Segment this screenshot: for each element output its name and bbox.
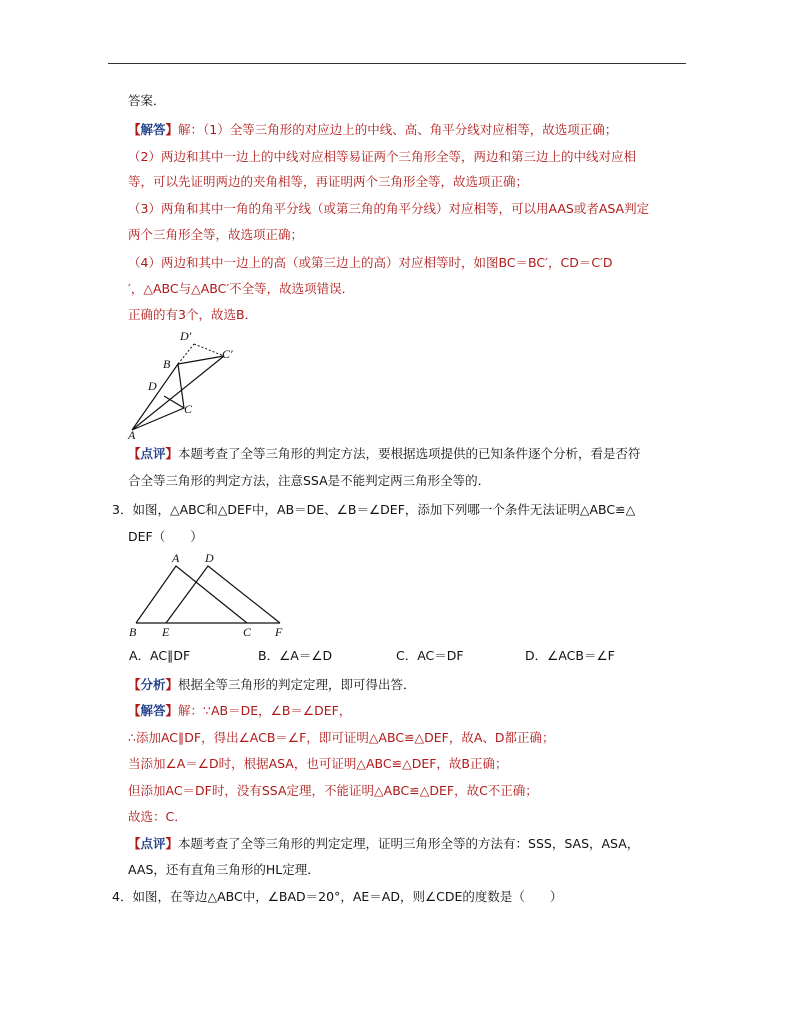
q2-line-2: （2）两边和其中一边上的中线对应相等易证两个三角形全等，两边和第三边上的中线对应相 [128, 149, 636, 164]
triangle-DEF [166, 566, 280, 623]
q2-line-4: （3）两角和其中一角的角平分线（或第三角的角平分线）对应相等，可以用AAS或者ASA判定 [128, 201, 650, 216]
answer-label: 答案． [128, 93, 166, 108]
label-C: C [243, 625, 252, 639]
q4-stem: 4．如图，在等边△ABC中，∠BAD＝20°，AE＝AD，则∠CDE的度数是（ ） [112, 889, 563, 904]
label-A: A [128, 428, 136, 442]
label-D: D [205, 551, 214, 565]
label-A: A [172, 551, 180, 565]
q2-line-7: ′，△ABC与△ABC′不全等，故选项错误． [128, 281, 355, 296]
dianping-tag: 【点评】 [128, 836, 179, 851]
label-B: B [129, 625, 137, 639]
q3-line-2: ∴添加AC∥DF，得出∠ACB＝∠F，即可证明△ABC≌△DEF，故A、D都正确； [128, 730, 555, 745]
q2-dianping-line-1: 【点评】本题考查了全等三角形的判定方法，要根据选项提供的已知条件逐个分析，看是否符 [128, 446, 641, 461]
label-C: C [184, 402, 193, 416]
q3-line-5: 故选：C． [128, 809, 187, 824]
q3-dianping-line-1: 【点评】本题考查了全等三角形的判定定理，证明三角形全等的方法有：SSS，SAS，ASA， [128, 836, 640, 851]
q3-dianping-line-2: AAS，还有直角三角形的HL定理． [128, 862, 320, 877]
triangle-ABC [136, 566, 247, 623]
label-Cprime: C′ [222, 347, 233, 361]
q3-stem-line-2: DEF（ ） [128, 529, 203, 544]
dashed-B-Dprime [178, 344, 194, 364]
q3-stem-line-1: 3．如图，△ABC和△DEF中，AB＝DE、∠B＝∠DEF，添加下列哪一个条件无法证明△ABC≌△ [112, 502, 636, 517]
fenxi-tag: 【分析】 [128, 677, 179, 692]
label-Dprime: D′ [180, 329, 192, 343]
dashed-Dprime-Cprime [194, 344, 224, 356]
label-B: B [163, 357, 171, 371]
segment-A-B-C [132, 364, 184, 430]
header-rule [108, 63, 686, 64]
q3-jieda-line-1: 【解答】解：∵AB＝DE，∠B＝∠DEF， [128, 703, 352, 718]
q2-jieda-line-1: 【解答】解：（1）全等三角形的对应边上的中线、高、角平分线对应相等，故选项正确； [128, 122, 618, 137]
dianping-tag: 【点评】 [128, 446, 179, 461]
q3-option-b: B．∠A＝∠D [258, 648, 333, 663]
q3-option-a: A．AC∥DF [129, 648, 191, 663]
q2-line-5: 两个三角形全等，故选项正确； [128, 227, 304, 242]
label-E: E [162, 625, 170, 639]
label-D: D [148, 379, 157, 393]
label-F: F [275, 625, 283, 639]
q3-line-4: 但添加AC＝DF时，没有SSA定理，不能证明△ABC≌△DEF，故C不正确； [128, 783, 538, 798]
q3-option-c: C．AC＝DF [396, 648, 464, 663]
q2-line-3: 等，可以先证明两边的夹角相等，再证明两个三角形全等，故选项正确； [128, 174, 529, 189]
q3-figure [124, 550, 294, 642]
q3-option-d: D．∠ACB＝∠F [525, 648, 615, 663]
jieda-tag: 【解答】 [128, 703, 179, 718]
q2-figure [120, 326, 240, 442]
q3-fenxi-line: 【分析】根据全等三角形的判定定理，即可得出答． [128, 677, 416, 692]
q3-line-3: 当添加∠A＝∠D时，根据ASA，也可证明△ABC≌△DEF，故B正确； [128, 756, 508, 771]
jieda-tag: 【解答】 [128, 122, 179, 137]
q2-line-6: （4）两边和其中一边上的高（或第三边上的高）对应相等时，如图BC＝BC′，CD＝C′D [128, 255, 613, 270]
q2-line-8: 正确的有3个，故选B． [128, 307, 258, 322]
q2-dianping-line-2: 合全等三角形的判定方法，注意SSA是不能判定两三角形全等的． [128, 473, 491, 488]
